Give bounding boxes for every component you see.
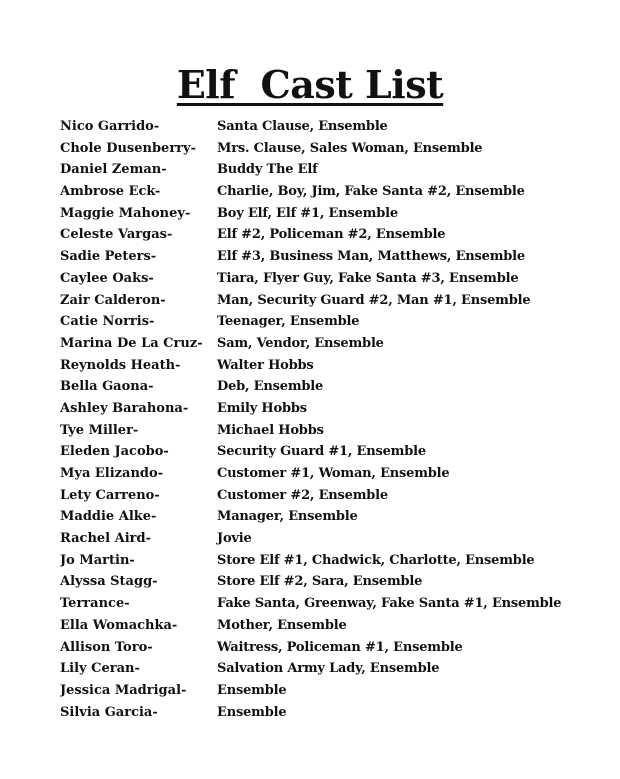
cast-row: [60, 290, 580, 312]
cast-row: [60, 528, 580, 550]
actor-name: Sadie Peters-: [60, 249, 157, 265]
role-list: Store Elf #2, Sara, Ensemble: [217, 574, 423, 590]
role-list: Buddy The Elf: [217, 162, 318, 178]
cast-row: [60, 702, 580, 724]
cast-row: [60, 246, 580, 268]
actor-name: Lily Ceran-: [60, 661, 140, 677]
cast-row: [60, 441, 580, 463]
actor-name: Lety Carreno-: [60, 487, 160, 503]
cast-row: [60, 680, 580, 702]
role-list: Mrs. Clause, Sales Woman, Ensemble: [217, 140, 483, 156]
role-list: Ensemble: [217, 704, 287, 720]
cast-row: [60, 637, 580, 659]
role-list: Emily Hobbs: [217, 400, 307, 416]
actor-name: Zair Calderon-: [60, 292, 166, 308]
role-list: Salvation Army Lady, Ensemble: [217, 661, 440, 677]
role-list: Sam, Vendor, Ensemble: [217, 335, 384, 351]
role-list: Mother, Ensemble: [217, 617, 347, 633]
role-list: Customer #1, Woman, Ensemble: [217, 466, 450, 481]
actor-name: Reynolds Heath-: [60, 357, 181, 373]
role-list: Manager, Ensemble: [217, 509, 358, 525]
cast-row: [60, 506, 580, 528]
cast-row: [60, 376, 580, 398]
cast-list: [60, 116, 580, 723]
actor-name: Ambrose Eck-: [60, 184, 161, 200]
cast-row: [60, 159, 580, 181]
role-list: Santa Clause, Ensemble: [217, 119, 388, 134]
page-title: [0, 61, 620, 109]
actor-name: Celeste Vargas-: [60, 227, 173, 243]
role-list: Store Elf #1, Chadwick, Charlotte, Ensemble: [217, 552, 535, 568]
role-list: Man, Security Guard #2, Man #1, Ensemble: [217, 292, 531, 308]
actor-name: Daniel Zeman-: [60, 162, 167, 178]
cast-row: [60, 463, 580, 485]
cast-row: [60, 550, 580, 572]
role-list: Jovie: [217, 531, 252, 547]
cast-row: [60, 311, 580, 333]
role-list: Michael Hobbs: [217, 422, 324, 438]
cast-row: [60, 116, 580, 138]
actor-name: Tye Miller-: [60, 422, 139, 438]
actor-name: Catie Norris-: [60, 314, 155, 330]
cast-row: [60, 398, 580, 420]
cast-row: [60, 485, 580, 507]
cast-row: [60, 181, 580, 203]
cast-row: [60, 355, 580, 377]
actor-name: Nico Garrido-: [60, 119, 160, 134]
actor-name: Chole Dusenberry-: [60, 140, 196, 156]
cast-row: [60, 333, 580, 355]
actor-name: Silvia Garcia-: [60, 704, 158, 720]
actor-name: Ella Womachka-: [60, 617, 178, 633]
actor-name: Rachel Aird-: [60, 531, 151, 547]
cast-row: [60, 138, 580, 160]
actor-name: Terrance-: [60, 596, 130, 612]
role-list: Boy Elf, Elf #1, Ensemble: [217, 205, 398, 221]
role-list: Ensemble: [217, 682, 287, 698]
role-list: Fake Santa, Greenway, Fake Santa #1, Ensemble: [217, 596, 562, 612]
cast-row: [60, 203, 580, 225]
role-list: Elf #3, Business Man, Matthews, Ensemble: [217, 249, 525, 265]
cast-row: [60, 593, 580, 615]
page-title-text: Elf Cast List: [176, 62, 444, 108]
actor-name: Jessica Madrigal-: [60, 682, 187, 698]
cast-row: [60, 224, 580, 246]
cast-row: [60, 420, 580, 442]
cast-row: [60, 571, 580, 593]
actor-name: Bella Gaona-: [60, 379, 154, 395]
cast-row: [60, 658, 580, 680]
actor-name: Maddie Alke-: [60, 509, 157, 525]
role-list: Charlie, Boy, Jim, Fake Santa #2, Ensemble: [217, 184, 525, 200]
actor-name: Ashley Barahona-: [60, 400, 189, 416]
role-list: Teenager, Ensemble: [217, 314, 360, 330]
cast-row: [60, 268, 580, 290]
cast-row: [60, 615, 580, 637]
role-list: Walter Hobbs: [217, 357, 314, 373]
actor-name: Mya Elizando-: [60, 466, 164, 481]
role-list: Waitress, Policeman #1, Ensemble: [217, 639, 463, 655]
actor-name: Marina De La Cruz-: [60, 335, 203, 351]
actor-name: Caylee Oaks-: [60, 270, 154, 286]
actor-name: Jo Martin-: [60, 552, 135, 568]
role-list: Elf #2, Policeman #2, Ensemble: [217, 227, 446, 243]
role-list: Customer #2, Ensemble: [217, 487, 388, 503]
role-list: Deb, Ensemble: [217, 379, 324, 395]
actor-name: Allison Toro-: [60, 639, 153, 655]
actor-name: Maggie Mahoney-: [60, 205, 191, 221]
actor-name: Alyssa Stagg-: [60, 574, 158, 590]
actor-name: Eleden Jacobo-: [60, 444, 169, 460]
role-list: Tiara, Flyer Guy, Fake Santa #3, Ensemble: [217, 270, 519, 286]
role-list: Security Guard #1, Ensemble: [217, 444, 426, 460]
